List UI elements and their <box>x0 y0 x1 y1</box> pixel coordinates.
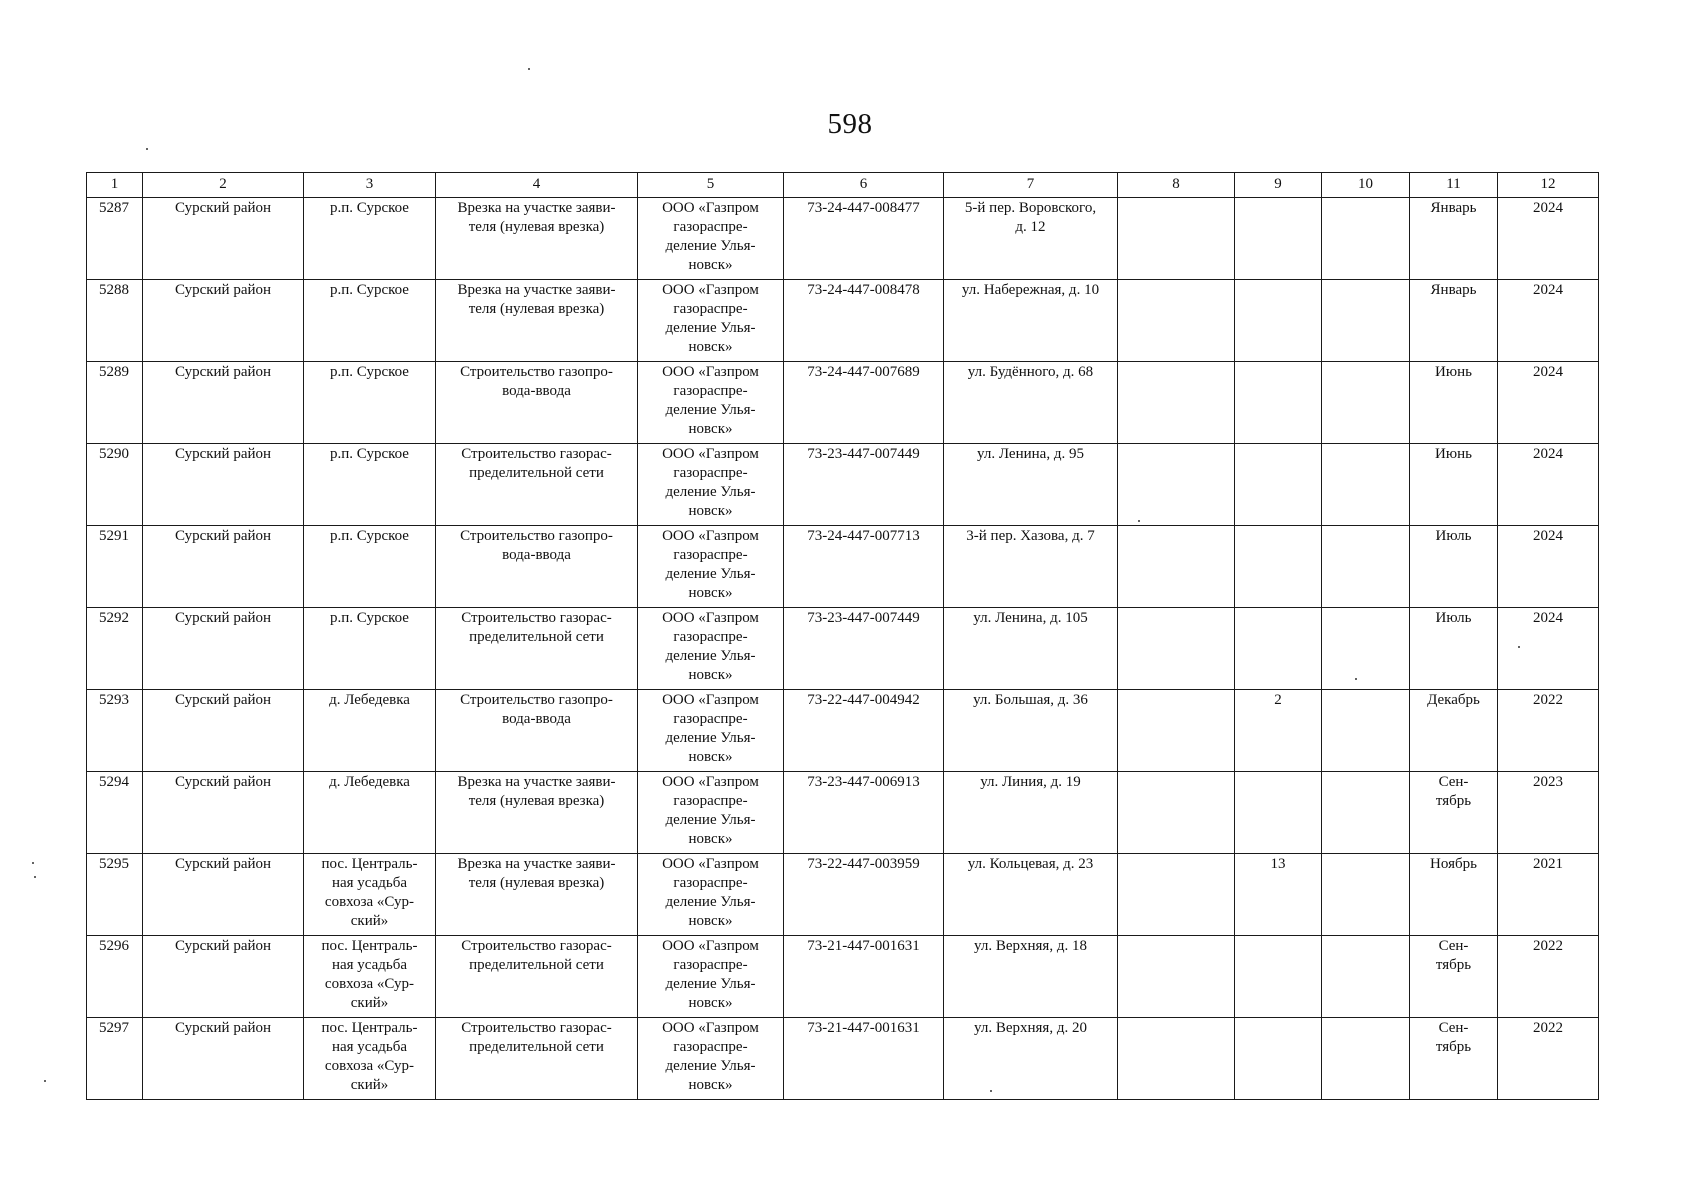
column-8-cell <box>1118 854 1235 936</box>
district-cell: Сурский район <box>143 690 304 772</box>
row-number-cell: 5297 <box>87 1018 143 1100</box>
district-cell: Сурский район <box>143 608 304 690</box>
table-row <box>87 936 1599 1018</box>
month-cell: Сен- тябрь <box>1410 772 1498 854</box>
column-10-cell <box>1322 772 1410 854</box>
settlement-cell: р.п. Сурское <box>304 608 436 690</box>
column-8-cell <box>1118 608 1235 690</box>
column-8-cell <box>1118 280 1235 362</box>
column-9-cell <box>1235 444 1322 526</box>
table-row <box>87 444 1599 526</box>
organization-cell: ООО «Газпром газораспре- деление Улья- новск» <box>638 608 784 690</box>
row-number-cell: 5288 <box>87 280 143 362</box>
column-8-cell <box>1118 690 1235 772</box>
address-cell: ул. Верхняя, д. 18 <box>944 936 1118 1018</box>
column-header: 10 <box>1322 173 1410 198</box>
column-8-cell <box>1118 526 1235 608</box>
table-row <box>87 362 1599 444</box>
column-9-cell <box>1235 362 1322 444</box>
year-cell: 2024 <box>1498 362 1599 444</box>
work-type-cell: Строительство газорас- пределительной сети <box>436 936 638 1018</box>
column-8-cell <box>1118 772 1235 854</box>
address-cell: ул. Большая, д. 36 <box>944 690 1118 772</box>
column-10-cell <box>1322 198 1410 280</box>
address-cell: ул. Набережная, д. 10 <box>944 280 1118 362</box>
object-code-cell: 73-24-447-008477 <box>784 198 944 280</box>
table-row <box>87 772 1599 854</box>
column-9-cell <box>1235 198 1322 280</box>
column-10-cell <box>1322 444 1410 526</box>
month-cell: Декабрь <box>1410 690 1498 772</box>
column-10-cell <box>1322 1018 1410 1100</box>
column-header: 12 <box>1498 173 1599 198</box>
table-row <box>87 1018 1599 1100</box>
table-row <box>87 608 1599 690</box>
column-9-cell <box>1235 526 1322 608</box>
column-9-cell: 13 <box>1235 854 1322 936</box>
work-type-cell: Врезка на участке заяви- теля (нулевая врезка) <box>436 198 638 280</box>
work-type-cell: Врезка на участке заяви- теля (нулевая врезка) <box>436 772 638 854</box>
year-cell: 2022 <box>1498 936 1599 1018</box>
scan-speck <box>32 862 34 864</box>
district-cell: Сурский район <box>143 362 304 444</box>
register-table <box>86 172 1599 1100</box>
organization-cell: ООО «Газпром газораспре- деление Улья- новск» <box>638 526 784 608</box>
column-header: 5 <box>638 173 784 198</box>
column-10-cell <box>1322 362 1410 444</box>
district-cell: Сурский район <box>143 526 304 608</box>
address-cell: 3-й пер. Хазова, д. 7 <box>944 526 1118 608</box>
object-code-cell: 73-23-447-006913 <box>784 772 944 854</box>
settlement-cell: пос. Централь- ная усадьба совхоза «Сур- ский» <box>304 854 436 936</box>
row-number-cell: 5289 <box>87 362 143 444</box>
month-cell: Июнь <box>1410 362 1498 444</box>
column-header: 1 <box>87 173 143 198</box>
year-cell: 2024 <box>1498 526 1599 608</box>
table-row <box>87 280 1599 362</box>
column-10-cell <box>1322 936 1410 1018</box>
column-header: 6 <box>784 173 944 198</box>
settlement-cell: д. Лебедевка <box>304 772 436 854</box>
row-number-cell: 5292 <box>87 608 143 690</box>
address-cell: ул. Кольцевая, д. 23 <box>944 854 1118 936</box>
organization-cell: ООО «Газпром газораспре- деление Улья- новск» <box>638 362 784 444</box>
row-number-cell: 5293 <box>87 690 143 772</box>
district-cell: Сурский район <box>143 1018 304 1100</box>
address-cell: ул. Будённого, д. 68 <box>944 362 1118 444</box>
district-cell: Сурский район <box>143 936 304 1018</box>
column-8-cell <box>1118 1018 1235 1100</box>
table-row <box>87 198 1599 280</box>
month-cell: Ноябрь <box>1410 854 1498 936</box>
object-code-cell: 73-23-447-007449 <box>784 608 944 690</box>
column-10-cell <box>1322 526 1410 608</box>
address-cell: ул. Линия, д. 19 <box>944 772 1118 854</box>
column-header: 7 <box>944 173 1118 198</box>
work-type-cell: Строительство газорас- пределительной сети <box>436 608 638 690</box>
settlement-cell: р.п. Сурское <box>304 280 436 362</box>
month-cell: Июль <box>1410 526 1498 608</box>
district-cell: Сурский район <box>143 280 304 362</box>
column-8-cell <box>1118 362 1235 444</box>
settlement-cell: р.п. Сурское <box>304 444 436 526</box>
organization-cell: ООО «Газпром газораспре- деление Улья- новск» <box>638 690 784 772</box>
header-row <box>87 173 1599 198</box>
object-code-cell: 73-24-447-007689 <box>784 362 944 444</box>
table-header <box>87 173 1599 198</box>
column-10-cell <box>1322 280 1410 362</box>
year-cell: 2024 <box>1498 280 1599 362</box>
settlement-cell: р.п. Сурское <box>304 526 436 608</box>
object-code-cell: 73-22-447-004942 <box>784 690 944 772</box>
column-header: 2 <box>143 173 304 198</box>
row-number-cell: 5295 <box>87 854 143 936</box>
organization-cell: ООО «Газпром газораспре- деление Улья- новск» <box>638 936 784 1018</box>
scan-speck <box>146 148 148 150</box>
address-cell: ул. Ленина, д. 95 <box>944 444 1118 526</box>
work-type-cell: Строительство газопро- вода-ввода <box>436 690 638 772</box>
year-cell: 2023 <box>1498 772 1599 854</box>
row-number-cell: 5294 <box>87 772 143 854</box>
column-9-cell <box>1235 936 1322 1018</box>
work-type-cell: Строительство газорас- пределительной сети <box>436 1018 638 1100</box>
organization-cell: ООО «Газпром газораспре- деление Улья- новск» <box>638 1018 784 1100</box>
year-cell: 2024 <box>1498 608 1599 690</box>
year-cell: 2022 <box>1498 690 1599 772</box>
column-9-cell <box>1235 772 1322 854</box>
district-cell: Сурский район <box>143 444 304 526</box>
object-code-cell: 73-21-447-001631 <box>784 936 944 1018</box>
column-8-cell <box>1118 198 1235 280</box>
work-type-cell: Врезка на участке заяви- теля (нулевая врезка) <box>436 280 638 362</box>
column-9-cell <box>1235 1018 1322 1100</box>
column-header: 3 <box>304 173 436 198</box>
month-cell: Сен- тябрь <box>1410 936 1498 1018</box>
organization-cell: ООО «Газпром газораспре- деление Улья- новск» <box>638 280 784 362</box>
table-row <box>87 690 1599 772</box>
scan-speck <box>34 876 36 878</box>
table-row <box>87 526 1599 608</box>
settlement-cell: д. Лебедевка <box>304 690 436 772</box>
scan-speck <box>44 1080 46 1082</box>
row-number-cell: 5290 <box>87 444 143 526</box>
scan-speck <box>528 68 530 70</box>
year-cell: 2024 <box>1498 198 1599 280</box>
column-8-cell <box>1118 444 1235 526</box>
year-cell: 2021 <box>1498 854 1599 936</box>
organization-cell: ООО «Газпром газораспре- деление Улья- новск» <box>638 444 784 526</box>
object-code-cell: 73-24-447-008478 <box>784 280 944 362</box>
address-cell: 5-й пер. Воровского, д. 12 <box>944 198 1118 280</box>
settlement-cell: пос. Централь- ная усадьба совхоза «Сур- ский» <box>304 936 436 1018</box>
settlement-cell: р.п. Сурское <box>304 362 436 444</box>
column-9-cell: 2 <box>1235 690 1322 772</box>
organization-cell: ООО «Газпром газораспре- деление Улья- новск» <box>638 854 784 936</box>
object-code-cell: 73-21-447-001631 <box>784 1018 944 1100</box>
organization-cell: ООО «Газпром газораспре- деление Улья- новск» <box>638 772 784 854</box>
table-body <box>87 198 1599 1100</box>
column-header: 4 <box>436 173 638 198</box>
year-cell: 2022 <box>1498 1018 1599 1100</box>
column-header: 11 <box>1410 173 1498 198</box>
month-cell: Январь <box>1410 280 1498 362</box>
month-cell: Сен- тябрь <box>1410 1018 1498 1100</box>
column-10-cell <box>1322 690 1410 772</box>
address-cell: ул. Ленина, д. 105 <box>944 608 1118 690</box>
month-cell: Июнь <box>1410 444 1498 526</box>
work-type-cell: Строительство газорас- пределительной сети <box>436 444 638 526</box>
column-header: 9 <box>1235 173 1322 198</box>
table-row <box>87 854 1599 936</box>
object-code-cell: 73-24-447-007713 <box>784 526 944 608</box>
column-header: 8 <box>1118 173 1235 198</box>
work-type-cell: Строительство газопро- вода-ввода <box>436 362 638 444</box>
column-9-cell <box>1235 608 1322 690</box>
object-code-cell: 73-22-447-003959 <box>784 854 944 936</box>
district-cell: Сурский район <box>143 772 304 854</box>
row-number-cell: 5296 <box>87 936 143 1018</box>
settlement-cell: р.п. Сурское <box>304 198 436 280</box>
object-code-cell: 73-23-447-007449 <box>784 444 944 526</box>
page-number: 598 <box>827 108 873 140</box>
year-cell: 2024 <box>1498 444 1599 526</box>
month-cell: Июль <box>1410 608 1498 690</box>
column-10-cell <box>1322 854 1410 936</box>
district-cell: Сурский район <box>143 198 304 280</box>
settlement-cell: пос. Централь- ная усадьба совхоза «Сур- ский» <box>304 1018 436 1100</box>
work-type-cell: Строительство газопро- вода-ввода <box>436 526 638 608</box>
row-number-cell: 5287 <box>87 198 143 280</box>
work-type-cell: Врезка на участке заяви- теля (нулевая врезка) <box>436 854 638 936</box>
address-cell: ул. Верхняя, д. 20 <box>944 1018 1118 1100</box>
district-cell: Сурский район <box>143 854 304 936</box>
column-8-cell <box>1118 936 1235 1018</box>
column-9-cell <box>1235 280 1322 362</box>
column-10-cell <box>1322 608 1410 690</box>
organization-cell: ООО «Газпром газораспре- деление Улья- новск» <box>638 198 784 280</box>
month-cell: Январь <box>1410 198 1498 280</box>
row-number-cell: 5291 <box>87 526 143 608</box>
